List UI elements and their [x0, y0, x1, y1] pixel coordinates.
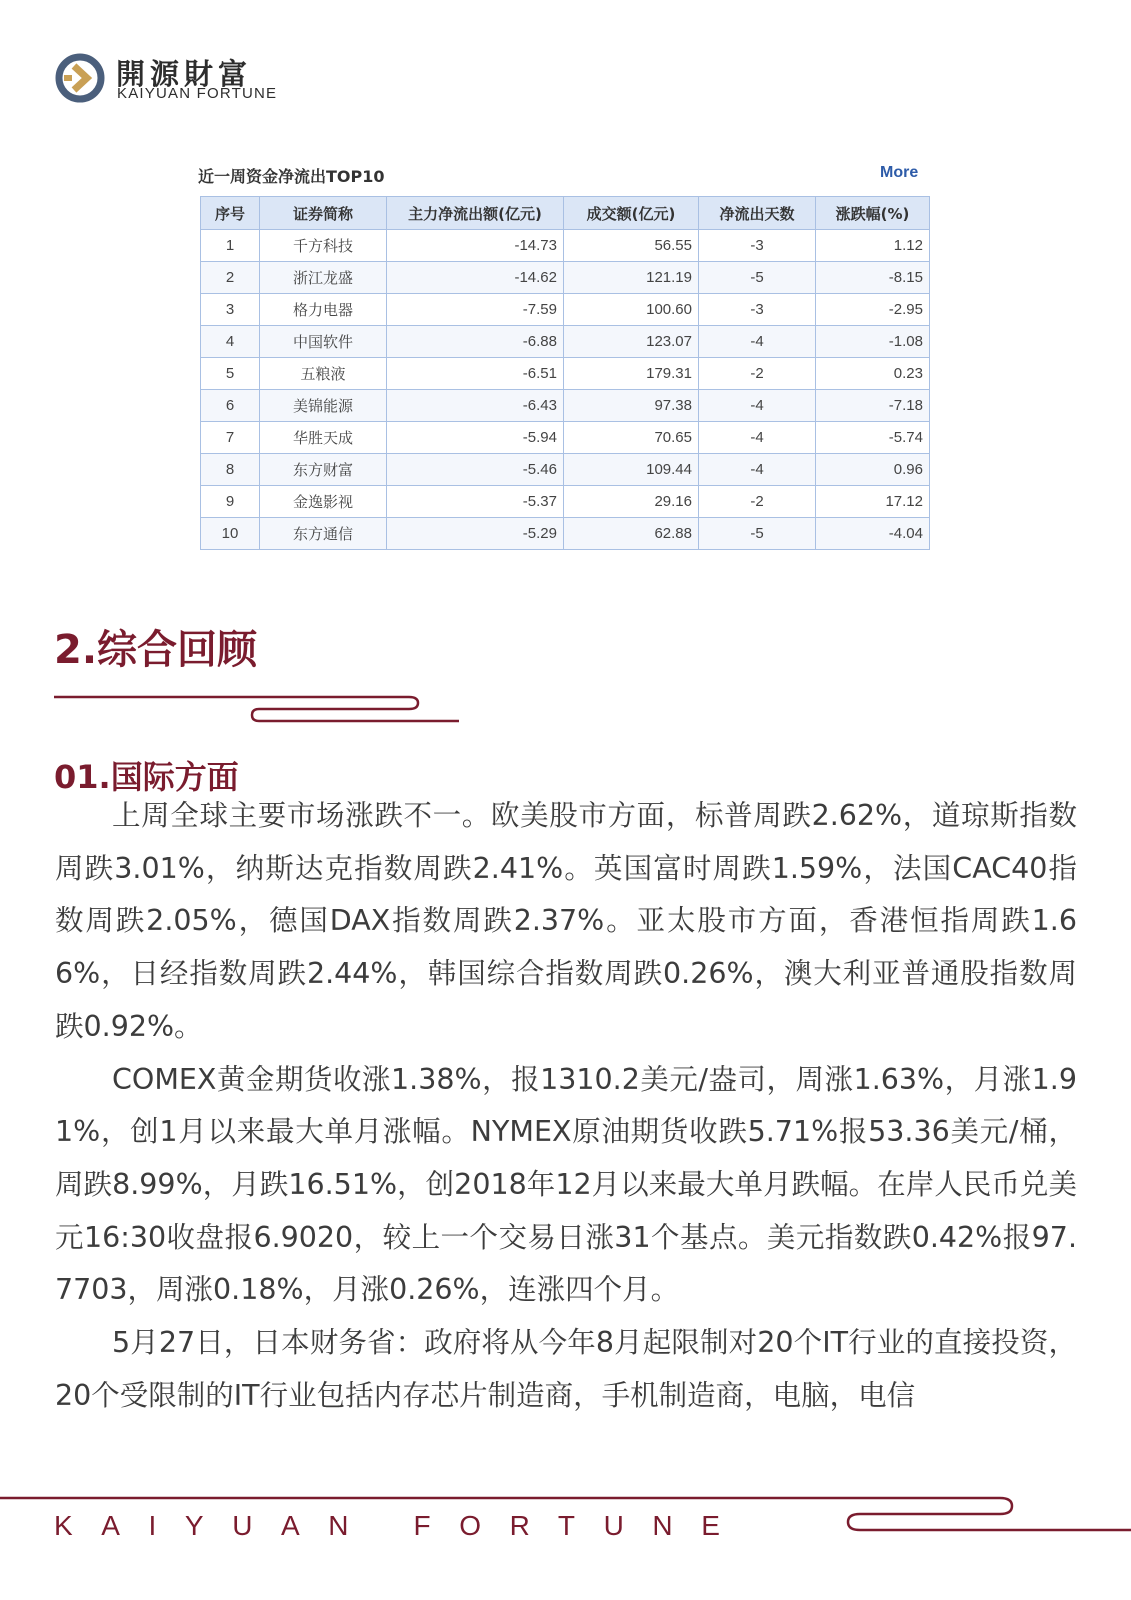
col-header-change: 涨跌幅(%) [816, 197, 930, 230]
cell-security-name[interactable]: 千方科技 [260, 230, 387, 262]
cell-index: 1 [201, 230, 260, 262]
col-header-turnover: 成交额(亿元) [564, 197, 699, 230]
cell-change-pct: -1.08 [816, 326, 930, 358]
cell-turnover: 179.31 [564, 358, 699, 390]
cell-turnover: 62.88 [564, 518, 699, 550]
cell-outflow-days: -4 [699, 390, 816, 422]
cell-outflow-days: -5 [699, 262, 816, 294]
cell-outflow-days: -4 [699, 422, 816, 454]
table-row [201, 422, 930, 454]
cell-change-pct: 1.12 [816, 230, 930, 262]
section-subtitle: 01.国际方面 [54, 758, 239, 796]
cell-index: 7 [201, 422, 260, 454]
table-row [201, 262, 930, 294]
cell-outflow-days: -4 [699, 454, 816, 486]
cell-outflow-days: -3 [699, 230, 816, 262]
paragraph: 上周全球主要市场涨跌不一。欧美股市方面，标普周跌2.62%，道琼斯指数周跌3.01%，纳斯达克指数周跌2.41%。英国富时周跌1.59%，法国CAC40指数周跌2.05%，德国DAX指数周跌2.37%。亚太股市方面，香港恒指周跌1.66%，日经指数周跌2.44%，韩国综合指数周跌0.26%，澳大利亚普通股指数周跌0.92%。 [55, 799, 1077, 1043]
table-title: 近一周资金净流出TOP10 [198, 167, 385, 186]
cell-turnover: 56.55 [564, 230, 699, 262]
cell-net-outflow: -6.88 [387, 326, 564, 358]
cell-turnover: 70.65 [564, 422, 699, 454]
cell-turnover: 109.44 [564, 454, 699, 486]
table-row [201, 390, 930, 422]
cell-index: 10 [201, 518, 260, 550]
cell-security-name[interactable]: 浙江龙盛 [260, 262, 387, 294]
cell-security-name[interactable]: 格力电器 [260, 294, 387, 326]
cell-security-name[interactable]: 华胜天成 [260, 422, 387, 454]
brand-name-cn: 開源財富 [116, 57, 253, 91]
cell-net-outflow: -5.46 [387, 454, 564, 486]
cell-index: 5 [201, 358, 260, 390]
cell-turnover: 29.16 [564, 486, 699, 518]
section-title: 2.综合回顾 [54, 627, 258, 673]
brand-name-en: KAIYUAN FORTUNE [117, 85, 278, 102]
table-header-row [201, 197, 930, 230]
cell-change-pct: 0.96 [816, 454, 930, 486]
cell-change-pct: -8.15 [816, 262, 930, 294]
cell-outflow-days: -2 [699, 358, 816, 390]
article-body [55, 790, 1077, 1422]
cell-turnover: 123.07 [564, 326, 699, 358]
cell-net-outflow: -5.94 [387, 422, 564, 454]
cell-net-outflow: -14.73 [387, 230, 564, 262]
cell-net-outflow: -14.62 [387, 262, 564, 294]
cell-index: 8 [201, 454, 260, 486]
cell-security-name[interactable]: 中国软件 [260, 326, 387, 358]
cell-turnover: 100.60 [564, 294, 699, 326]
cell-change-pct: -7.18 [816, 390, 930, 422]
cell-outflow-days: -4 [699, 326, 816, 358]
table-row [201, 518, 930, 550]
cell-index: 9 [201, 486, 260, 518]
table-body [201, 230, 930, 550]
cell-change-pct: -5.74 [816, 422, 930, 454]
cell-turnover: 121.19 [564, 262, 699, 294]
more-link[interactable]: More [880, 164, 919, 181]
paragraph: 5月27日，日本财务省：政府将从今年8月起限制对20个IT行业的直接投资，20个受限制的IT行业包括内存芯片制造商，手机制造商，电脑，电信 [55, 1326, 1077, 1412]
cell-turnover: 97.38 [564, 390, 699, 422]
col-header-outflow: 主力净流出额(亿元) [387, 197, 564, 230]
cell-change-pct: -4.04 [816, 518, 930, 550]
section-divider [54, 692, 474, 732]
kaiyuan-logo-icon [54, 52, 106, 104]
table-row [201, 326, 930, 358]
paragraph: COMEX黄金期货收涨1.38%，报1310.2美元/盎司，周涨1.63%，月涨1.91%，创1月以来最大单月涨幅。NYMEX原油期货收跌5.71%报53.36美元/桶，周跌8.99%，月跌16.51%，创2018年12月以来最大单月跌幅。在岸人民币兑美元16:30收盘报6.9020，较上一个交易日涨31个基点。美元指数跌0.42%报97.7703，周涨0.18%，月涨0.26%，连涨四个月。 [55, 1062, 1077, 1307]
table-row [201, 486, 930, 518]
cell-security-name[interactable]: 金逸影视 [260, 486, 387, 518]
cell-security-name[interactable]: 美锦能源 [260, 390, 387, 422]
cell-net-outflow: -6.51 [387, 358, 564, 390]
cell-outflow-days: -3 [699, 294, 816, 326]
col-header-days: 净流出天数 [699, 197, 816, 230]
cell-index: 6 [201, 390, 260, 422]
cell-outflow-days: -5 [699, 518, 816, 550]
cell-outflow-days: -2 [699, 486, 816, 518]
table-row [201, 294, 930, 326]
table-row [201, 454, 930, 486]
cell-security-name[interactable]: 东方财富 [260, 454, 387, 486]
cell-index: 3 [201, 294, 260, 326]
cell-security-name[interactable]: 五粮液 [260, 358, 387, 390]
cell-net-outflow: -7.59 [387, 294, 564, 326]
cell-net-outflow: -5.37 [387, 486, 564, 518]
cell-index: 2 [201, 262, 260, 294]
cell-net-outflow: -5.29 [387, 518, 564, 550]
table-row [201, 230, 930, 262]
col-header-index: 序号 [201, 197, 260, 230]
col-header-name: 证券简称 [260, 197, 387, 230]
table-row [201, 358, 930, 390]
cell-change-pct: 17.12 [816, 486, 930, 518]
cell-net-outflow: -6.43 [387, 390, 564, 422]
cell-security-name[interactable]: 东方通信 [260, 518, 387, 550]
footer-brand: KAIYUAN FORTUNE [54, 1510, 749, 1541]
cell-change-pct: 0.23 [816, 358, 930, 390]
outflow-table [200, 196, 930, 550]
cell-index: 4 [201, 326, 260, 358]
cell-change-pct: -2.95 [816, 294, 930, 326]
